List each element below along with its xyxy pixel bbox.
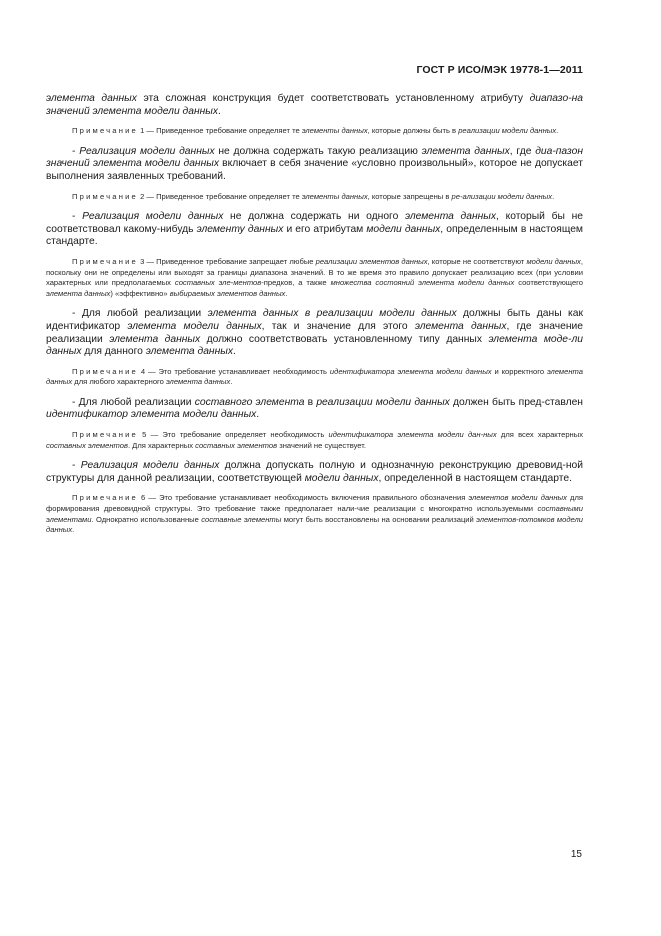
italic-term: диа-пазон значений элемента модели данных <box>46 145 583 170</box>
note-label: Примечание <box>72 256 138 266</box>
text-segment: ) «эффективно» <box>110 288 170 298</box>
note-label: Примечание <box>72 366 138 376</box>
text-segment: должен быть пред-ставлен <box>449 396 583 408</box>
italic-term: элементов-потомков модели данных <box>46 514 583 535</box>
italic-term: идентификатор элемента модели данных <box>46 409 257 421</box>
italic-term: модели данных <box>304 472 379 484</box>
text-segment: . <box>556 126 559 136</box>
page-number: 15 <box>570 849 582 860</box>
body-paragraph <box>46 460 583 485</box>
text-segment: и его атрибутам <box>283 223 367 235</box>
italic-term: элемента данных <box>46 93 137 104</box>
italic-term: реализации элементов данных <box>315 256 428 266</box>
italic-term: элемента данных <box>46 288 111 298</box>
italic-term: элемента моде-ли данных <box>46 333 583 358</box>
body-paragraph <box>46 93 583 118</box>
body-paragraph <box>46 308 583 358</box>
document-body <box>46 93 583 545</box>
italic-term: составные элементы <box>201 514 282 524</box>
text-segment: включает в себя значение «условно произвольный», которое не допускает выполнения заявленных требований. <box>46 158 583 182</box>
italic-term: диапазо-на значений элемента модели данных <box>46 93 584 117</box>
italic-term: составными элементами <box>46 504 583 524</box>
text-segment: . <box>230 377 233 387</box>
text-segment: - Для любой реализации <box>72 396 195 408</box>
italic-term: элемента данных <box>414 320 507 332</box>
text-segment: 2 — Приведенное требование определяет те <box>137 191 302 201</box>
text-segment: 1 — Приведенное требование определяет те <box>137 126 302 136</box>
italic-term: составных элементов <box>195 440 278 450</box>
italic-term: составного элемента <box>194 396 305 408</box>
italic-term: элемента данных <box>404 211 497 223</box>
text-segment: значений не существует. <box>277 440 366 450</box>
text-segment: должны быть даны как идентификатор <box>46 308 583 332</box>
italic-term: элемента данных в реализации модели данных <box>207 308 457 320</box>
note-paragraph <box>46 493 583 535</box>
text-segment: соответствующего <box>514 278 583 288</box>
text-segment: не должна содержать ни одного <box>223 211 405 223</box>
italic-term: элемента данных <box>46 366 583 387</box>
italic-term: элемента данных <box>421 145 510 157</box>
text-segment: - <box>72 145 80 157</box>
italic-term: Реализация модели данных <box>79 145 215 157</box>
italic-term: реализации модели данных <box>458 126 557 136</box>
text-segment: , определенной в настоящем стандарте. <box>378 472 572 484</box>
italic-term: элемента модели данных <box>127 320 262 332</box>
body-paragraph <box>46 211 583 249</box>
note-label: Примечание <box>72 126 138 136</box>
text-segment: -предков, а также <box>261 278 331 288</box>
italic-term: Реализация модели данных <box>80 460 220 472</box>
text-segment: для формирования древовидной структуры. Это требование также предполагает нали-чие реализации с многократно используемыми <box>46 493 583 514</box>
text-segment: . Для характерных <box>127 440 196 450</box>
text-segment: 4 — Это требование устанавливает необходимость <box>137 366 330 376</box>
text-segment: - <box>72 460 81 472</box>
italic-term: элемента данных <box>109 333 201 345</box>
text-segment: . Однократно использованные <box>91 514 202 524</box>
italic-term: составных эле-ментов <box>174 278 262 288</box>
text-segment: - <box>72 211 83 223</box>
text-segment: , который бы не соответствовал какому-нибудь <box>46 211 583 235</box>
text-segment: эта сложная конструкция будет соответствовать установленному атрибуту <box>136 93 530 104</box>
italic-term: составных элементов <box>46 440 128 450</box>
text-segment: , где <box>509 145 536 157</box>
text-segment: не должна содержать такую реализацию <box>214 145 422 157</box>
text-segment: для любого характерного <box>72 377 166 387</box>
note-paragraph <box>46 192 583 203</box>
text-segment: - Для любой реализации <box>72 308 208 320</box>
text-segment: в <box>304 396 317 408</box>
text-segment: 6 — Это требование устанавливает необходимость включения правильного обозначения <box>137 493 469 503</box>
text-segment: , которые запрещены в <box>367 191 452 201</box>
italic-term: Реализация модели данных <box>82 211 224 223</box>
text-segment: 3 — Приведенное требование запрещает любые <box>137 256 316 266</box>
text-segment: . <box>256 409 260 421</box>
note-label: Примечание <box>72 430 138 440</box>
italic-term: элементов модели данных <box>468 493 567 503</box>
italic-term: элемента данных <box>165 377 231 387</box>
text-segment: , так и значение для этого <box>261 320 415 332</box>
italic-term: модели данных <box>366 223 441 235</box>
note-paragraph <box>46 430 583 451</box>
italic-term: элементы данных <box>301 126 368 136</box>
text-segment: для данного <box>81 346 146 358</box>
note-paragraph <box>46 126 583 137</box>
text-segment: . <box>285 288 288 298</box>
text-segment: . <box>72 525 75 535</box>
italic-term: модели данных <box>526 256 581 266</box>
italic-term: ре-ализации модели данных <box>451 191 553 201</box>
text-segment: , которые не соответствуют <box>427 256 527 266</box>
text-segment: . <box>552 191 555 201</box>
text-segment: , которые должны быть в <box>367 126 459 136</box>
text-segment: , поскольку они не определены или выходят за границы диапазона значений. В то же время это правило допускает реализацию всех (при условии характерных или предполагаемых <box>46 256 583 288</box>
italic-term: элемента данных <box>145 346 233 358</box>
body-paragraph <box>46 146 583 184</box>
note-paragraph <box>46 367 583 388</box>
text-segment: и корректного <box>491 366 547 376</box>
italic-term: выбираемых элементов данных <box>169 288 286 298</box>
text-segment: . <box>232 346 236 358</box>
text-segment: . <box>218 105 221 117</box>
italic-term: идентификатора элемента модели данных <box>329 366 492 376</box>
italic-term: элементу данных <box>196 223 284 235</box>
text-segment: , где значение реализации <box>46 320 583 345</box>
italic-term: элементы данных <box>301 191 368 201</box>
text-segment: должно соответствовать установленному типу данных <box>200 333 489 345</box>
italic-term: идентификатора элемента модели дан-ных <box>328 430 497 440</box>
text-segment: для всех характерных <box>496 430 584 440</box>
note-paragraph <box>46 257 583 299</box>
text-segment: должна допускать полную и однозначную реконструкцию древовид-ной структуры для данной реализации, соответствующей <box>46 460 583 484</box>
note-label: Примечание <box>72 493 138 503</box>
text-segment: могут быть восстановлены на основании реализаций <box>281 514 477 524</box>
document-header: ГОСТ Р ИСО/МЭК 19778-1—2011 <box>416 64 583 76</box>
italic-term: реализации модели данных <box>316 396 450 408</box>
text-segment: , определенным в настоящем стандарте. <box>46 223 583 248</box>
italic-term: множества состояний элемента модели данных <box>330 278 515 288</box>
note-label: Примечание <box>72 191 138 201</box>
body-paragraph <box>46 397 583 422</box>
text-segment: 5 — Это требование определяет необходимость <box>137 430 329 440</box>
